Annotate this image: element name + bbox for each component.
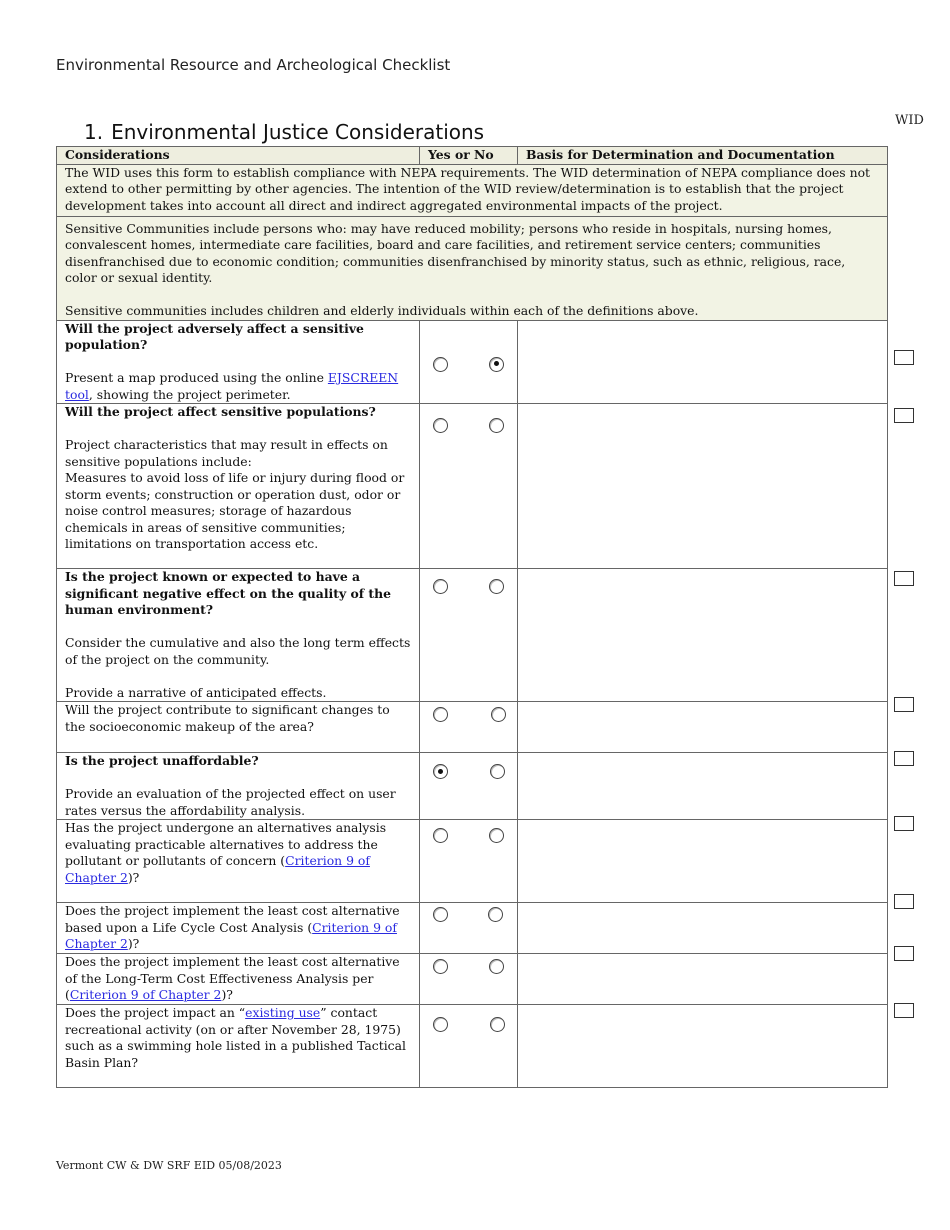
consideration-cell — [57, 1005, 420, 1088]
wid-checkbox[interactable] — [894, 816, 914, 831]
yes-radio[interactable] — [433, 764, 448, 779]
table-row — [57, 954, 888, 1005]
criterion-9-link[interactable]: Criterion 9 of Chapter 2 — [69, 987, 222, 1002]
basis-field[interactable] — [518, 320, 888, 404]
question-description: Present a map produced using the online EJSCREEN tool, showing the project perimeter. — [65, 370, 399, 402]
footer-text: Vermont CW & DW SRF EID 05/08/2023 — [56, 1159, 282, 1172]
checklist-table — [56, 146, 888, 1088]
wid-checkbox[interactable] — [894, 408, 914, 423]
wid-checkbox[interactable] — [894, 1003, 914, 1018]
table-header-row — [57, 147, 888, 165]
wid-checkbox[interactable] — [894, 697, 914, 712]
yes-radio[interactable] — [433, 959, 448, 974]
no-radio[interactable] — [489, 579, 504, 594]
yes-no-cell — [420, 702, 518, 753]
question-description: Measures to avoid loss of life or injury during flood or storm events; construction or operation dust, odor or noise control measures; storage of hazardous chemicals in areas of sensitive communities; limitations on transportation access etc. — [65, 470, 405, 551]
wid-checkbox[interactable] — [894, 751, 914, 766]
yes-radio[interactable] — [433, 579, 448, 594]
no-radio[interactable] — [489, 357, 504, 372]
document-header: Environmental Resource and Archeological Checklist — [56, 56, 451, 74]
question-text: Does the project impact an “existing use” contact recreational activity (on or after November 28, 1975) such as a swimming hole listed in a published Tactical Basin Plan? — [65, 1005, 406, 1070]
consideration-cell — [57, 954, 420, 1005]
no-radio[interactable] — [489, 828, 504, 843]
no-radio[interactable] — [489, 959, 504, 974]
no-radio[interactable] — [491, 707, 506, 722]
yes-radio[interactable] — [433, 1017, 448, 1032]
yes-no-cell — [420, 1005, 518, 1088]
question-text: Has the project undergone an alternatives analysis evaluating practicable alternatives to address the pollutant or pollutants of concern (Criterion 9 of Chapter 2)? — [65, 820, 387, 885]
yes-no-cell — [420, 569, 518, 702]
question-text: Does the project implement the least cost alternative of the Long-Term Cost Effectiveness Analysis per (Criterion 9 of Chapter 2)? — [65, 954, 400, 1002]
sensitive-definition-cell — [57, 216, 888, 320]
yes-no-cell — [420, 820, 518, 903]
yes-radio[interactable] — [433, 357, 448, 372]
table-row — [57, 753, 888, 820]
question-text: Will the project affect sensitive populations? — [65, 404, 376, 419]
intro-cell — [57, 164, 888, 216]
question-text: Is the project known or expected to have a significant negative effect on the quality of the human environment? — [65, 569, 392, 617]
consideration-cell — [57, 820, 420, 903]
table-row — [57, 320, 888, 404]
existing-use-link[interactable]: existing use — [245, 1005, 321, 1020]
section-title-text: Environmental Justice Considerations — [111, 120, 485, 144]
basis-field[interactable] — [518, 1005, 888, 1088]
table-row — [57, 569, 888, 702]
consideration-cell — [57, 702, 420, 753]
table-row — [57, 820, 888, 903]
table-row — [57, 404, 888, 569]
consideration-cell — [57, 404, 420, 569]
yes-radio[interactable] — [433, 707, 448, 722]
question-text: Is the project unaffordable? — [65, 753, 259, 768]
wid-checkbox[interactable] — [894, 571, 914, 586]
question-description: Provide a narrative of anticipated effects. — [65, 684, 327, 700]
yes-no-cell — [420, 903, 518, 954]
criterion-9-link[interactable]: Criterion 9 of Chapter 2 — [65, 853, 370, 885]
sensitive-definition-row — [57, 216, 888, 320]
basis-field[interactable] — [518, 820, 888, 903]
consideration-cell — [57, 903, 420, 954]
header-basis: Basis for Determination and Documentation — [518, 147, 888, 165]
criterion-9-link[interactable]: Criterion 9 of Chapter 2 — [65, 919, 397, 951]
yes-radio[interactable] — [433, 828, 448, 843]
yes-no-cell — [420, 404, 518, 569]
question-description: Provide an evaluation of the projected effect on user rates versus the affordability analysis. — [65, 786, 396, 818]
yes-no-cell — [420, 954, 518, 1005]
yes-radio[interactable] — [433, 907, 448, 922]
yes-radio[interactable] — [433, 418, 448, 433]
table-row — [57, 702, 888, 753]
question-description: Project characteristics that may result in effects on sensitive populations include: — [65, 437, 388, 469]
sensitive-definition-1: Sensitive Communities include persons who: may have reduced mobility; persons who reside in hospitals, nursing homes, convalescent homes, intermediate care facilities, board and care facilities, and retirement service centers; communities disenfranchised due to economic condition; communities disenfranchised by minority status, such as ethnic, religious, race, color or sexual identity. — [65, 220, 846, 285]
table-row — [57, 1005, 888, 1088]
basis-field[interactable] — [518, 702, 888, 753]
header-yes-no: Yes or No — [420, 147, 518, 165]
wid-side-label: WID — [895, 113, 924, 128]
table-row — [57, 903, 888, 954]
consideration-cell — [57, 753, 420, 820]
yes-no-cell — [420, 753, 518, 820]
ejscreen-tool-link[interactable]: EJSCREEN tool — [65, 370, 399, 402]
basis-field[interactable] — [518, 404, 888, 569]
consideration-cell — [57, 320, 420, 404]
question-text: Does the project implement the least cost alternative based upon a Life Cycle Cost Analysis (Criterion 9 of Chapter 2)? — [65, 903, 400, 951]
wid-checkbox[interactable] — [894, 894, 914, 909]
question-description: Consider the cumulative and also the long term effects of the project on the community. — [65, 635, 411, 667]
no-radio[interactable] — [489, 418, 504, 433]
basis-field[interactable] — [518, 753, 888, 820]
wid-checkbox[interactable] — [894, 350, 914, 365]
question-text: Will the project contribute to significant changes to the socioeconomic makeup of the area? — [65, 702, 390, 734]
basis-field[interactable] — [518, 954, 888, 1005]
wid-checkbox[interactable] — [894, 946, 914, 961]
intro-text: The WID uses this form to establish compliance with NEPA requirements. The WID determination of NEPA compliance does not extend to other permitting by other agencies. The intention of the WID review/determination is to establish that the project development takes into account all direct and indirect aggregated environmental impacts of the project. — [65, 164, 871, 213]
basis-field[interactable] — [518, 569, 888, 702]
section-title — [84, 120, 484, 144]
section-number: 1. — [84, 120, 104, 144]
header-considerations: Considerations — [57, 147, 420, 165]
sensitive-definition-2: Sensitive communities includes children and elderly individuals within each of the definitions above. — [65, 303, 699, 318]
checklist-table-wrapper — [56, 146, 888, 1088]
basis-field[interactable] — [518, 903, 888, 954]
yes-no-cell — [420, 320, 518, 404]
no-radio[interactable] — [490, 764, 505, 779]
no-radio[interactable] — [488, 907, 503, 922]
question-text: Will the project adversely affect a sensitive population? — [65, 320, 364, 352]
consideration-cell — [57, 569, 420, 702]
no-radio[interactable] — [490, 1017, 505, 1032]
intro-row — [57, 164, 888, 216]
